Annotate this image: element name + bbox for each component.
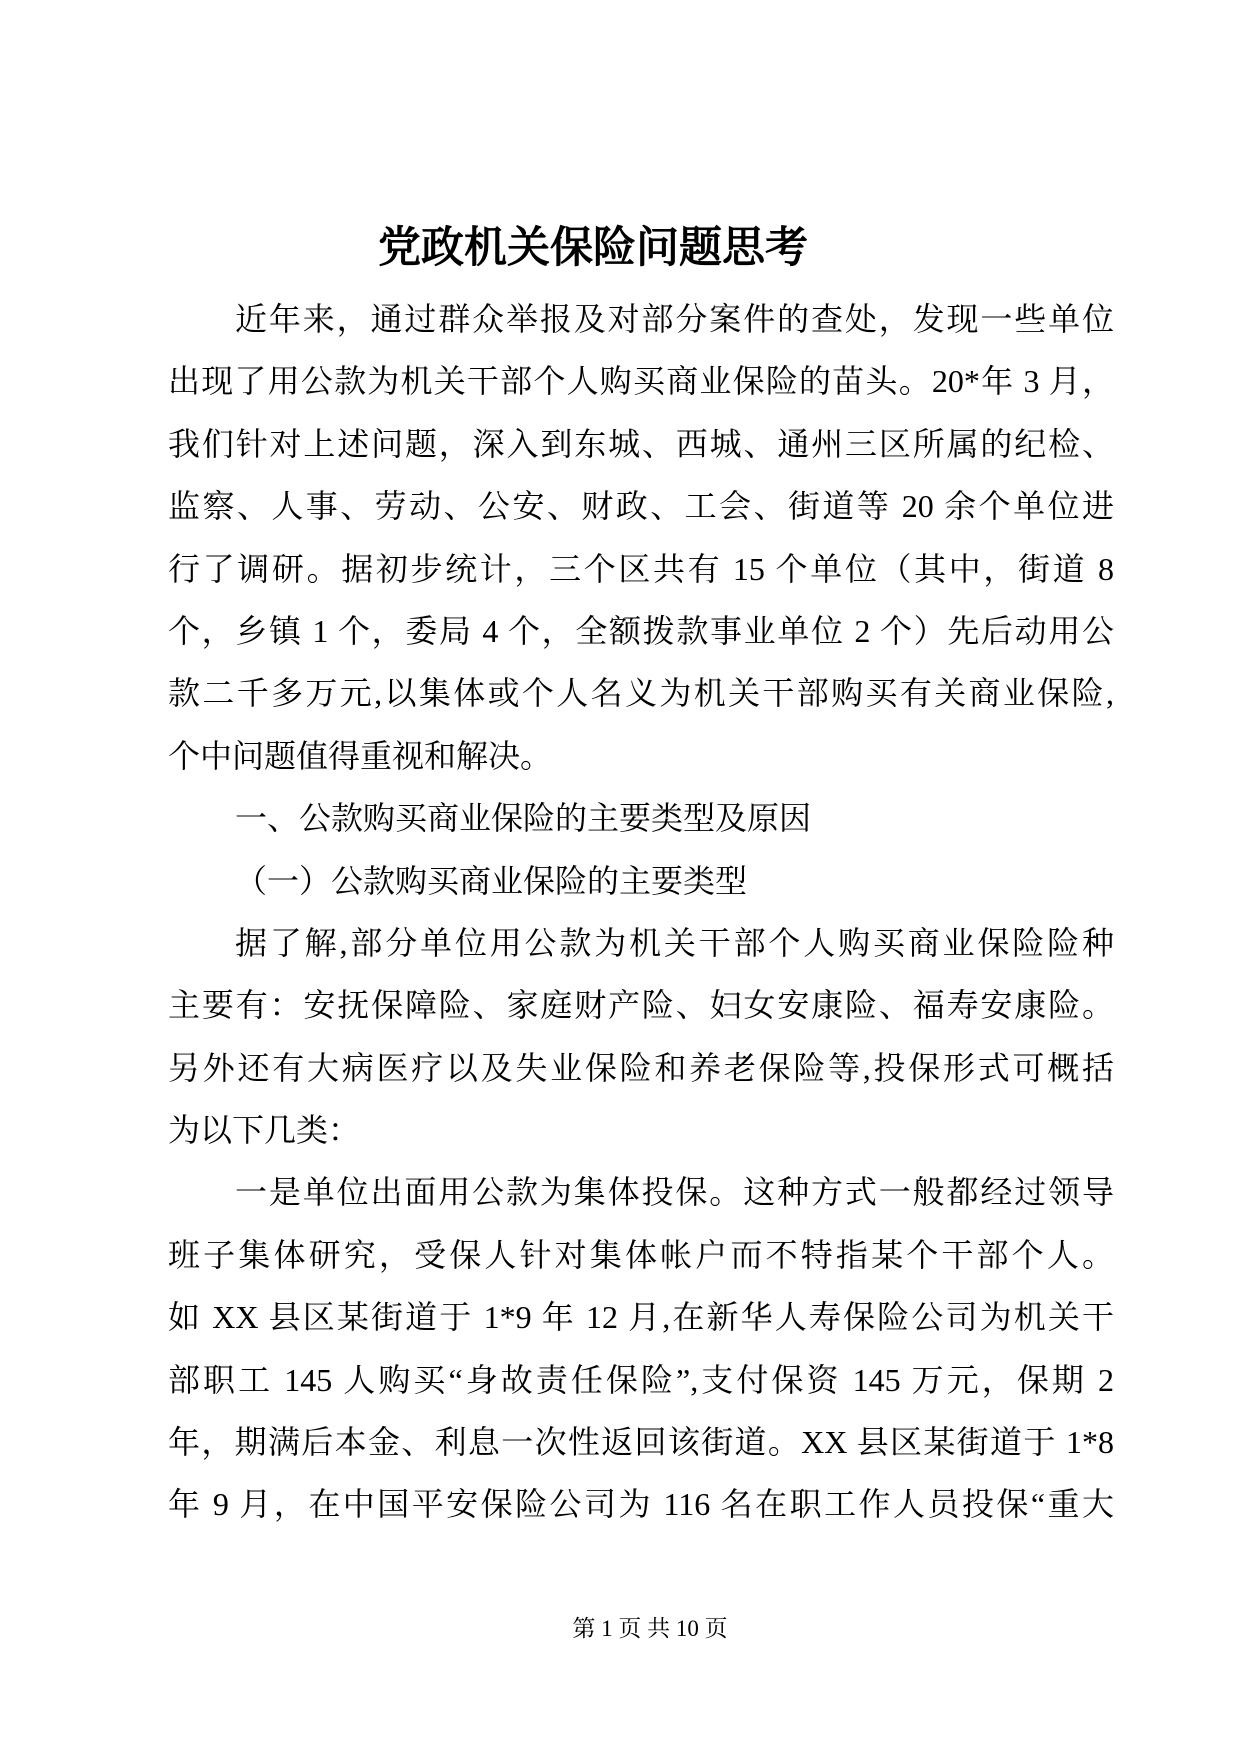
body-line: 为以下几类： bbox=[168, 1112, 361, 1149]
body-line: 班子集体研究，受保人针对集体帐户而不特指某个干部个人。 bbox=[168, 1236, 1114, 1273]
body-line: 款二千多万元,以集体或个人名义为机关干部购买有关商业保险, bbox=[168, 675, 1114, 712]
body-line: 一是单位出面用公款为集体投保。这种方式一般都经过领导 bbox=[235, 1174, 1114, 1211]
page-footer bbox=[168, 1612, 1132, 1646]
body-line: 个，乡镇 1 个，委局 4 个，全额拨款事业单位 2 个）先后动用公 bbox=[168, 612, 1114, 649]
document-body bbox=[168, 288, 1114, 1536]
body-line: （一）公款购买商业保险的主要类型 bbox=[235, 862, 748, 899]
body-line: 主要有：安抚保障险、家庭财产险、妇女安康险、福寿安康险。 bbox=[168, 987, 1114, 1024]
body-line: 年，期满后本金、利息一次性返回该街道。XX 县区某街道于 1*8 bbox=[168, 1424, 1114, 1461]
body-line: 个中问题值得重视和解决。 bbox=[168, 737, 553, 774]
body-line: 据了解,部分单位用公款为机关干部个人购买商业保险险种 bbox=[235, 924, 1114, 961]
document-title: 党政机关保险问题思考 bbox=[378, 225, 808, 272]
page-number-text: 第 1 页 共 10 页 bbox=[572, 1616, 728, 1641]
body-line: 如 XX 县区某街道于 1*9 年 12 月,在新华人寿保险公司为机关干 bbox=[168, 1299, 1114, 1336]
body-line: 行了调研。据初步统计，三个区共有 15 个单位（其中，街道 8 bbox=[168, 550, 1114, 587]
body-line: 我们针对上述问题，深入到东城、西城、通州三区所属的纪检、 bbox=[168, 425, 1114, 462]
body-line: 年 9 月，在中国平安保险公司为 116 名在职工作人员投保“重大 bbox=[168, 1486, 1114, 1523]
body-line: 另外还有大病医疗以及失业保险和养老保险等,投保形式可概括 bbox=[168, 1049, 1114, 1086]
body-line: 一、公款购买商业保险的主要类型及原因 bbox=[235, 800, 812, 837]
body-line: 出现了用公款为机关干部个人购买商业保险的苗头。20*年 3 月， bbox=[168, 363, 1114, 400]
body-line: 部职工 145 人购买“身故责任保险”,支付保资 145 万元，保期 2 bbox=[168, 1361, 1114, 1398]
body-line: 监察、人事、劳动、公安、财政、工会、街道等 20 余个单位进 bbox=[168, 488, 1114, 525]
body-line: 近年来，通过群众举报及对部分案件的查处，发现一些单位 bbox=[235, 301, 1114, 337]
